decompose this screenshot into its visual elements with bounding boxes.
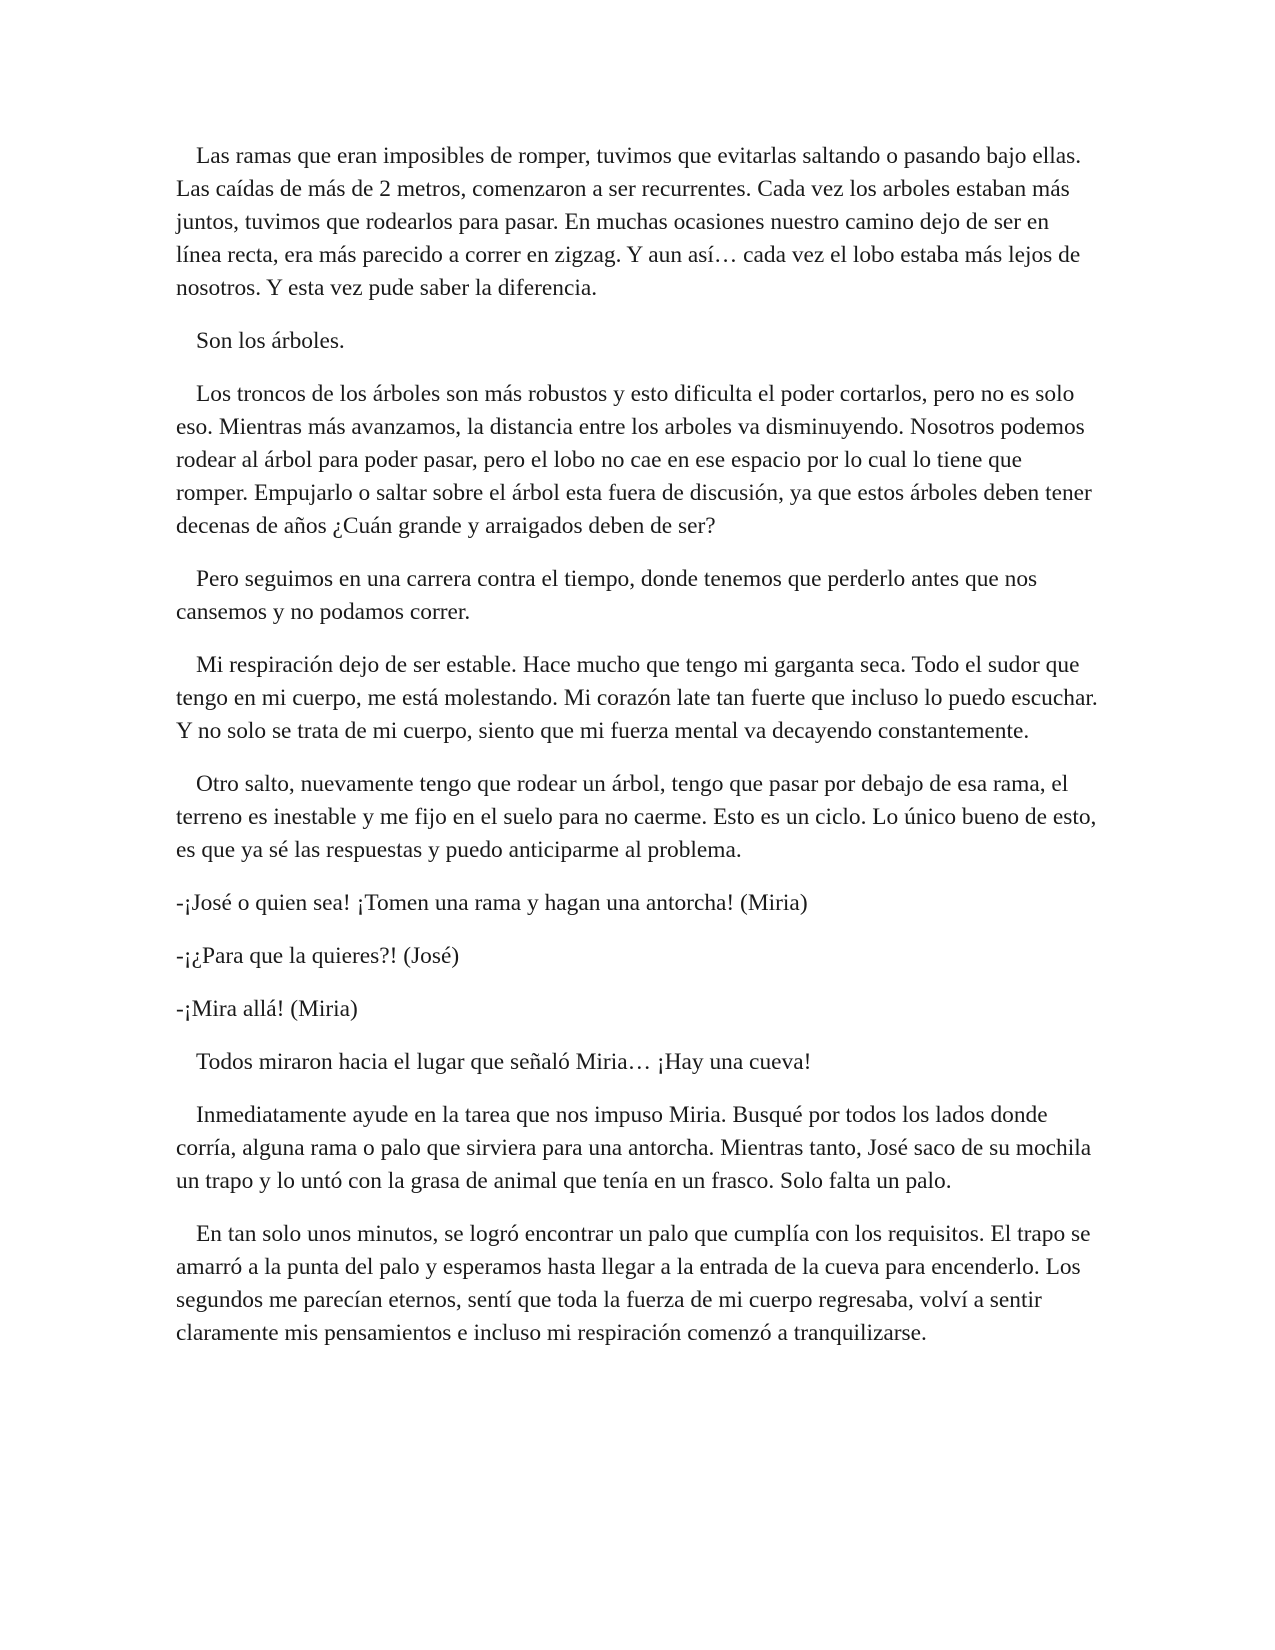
paragraph-2: Son los árboles. (196, 328, 345, 354)
paragraph-1: Las ramas que eran imposibles de romper, tuvimos que evitarlas saltando o pasando bajo ellas. Las caídas de más de 2 metros, comenzaron a ser recurrentes. Cada vez los arboles estaban más juntos, tuvimos que rodearlos para pasar. En muchas ocasiones nuestro camino dejo de ser en línea recta, era más parecido a correr en zigzag. Y aun así… cada vez el lobo estaba más lejos de nosotros. Y esta vez pude saber la diferencia. (176, 143, 1082, 301)
paragraph-4: Pero seguimos en una carrera contra el tiempo, donde tenemos que perderlo antes que nos cansemos y no podamos correr. (176, 566, 1038, 625)
dialogue-line-jose: -¡¿Para que la quieres?! (José) (176, 943, 460, 969)
dialogue-line-miria-1: -¡José o quien sea! ¡Tomen una rama y hagan una antorcha! (Miria) (176, 890, 808, 916)
dialogue-line-miria-2: -¡Mira allá! (Miria) (176, 996, 358, 1022)
paragraph-7: Todos miraron hacia el lugar que señaló Miria… ¡Hay una cueva! (196, 1049, 812, 1075)
paragraph-8: Inmediatamente ayude en la tarea que nos impuso Miria. Busqué por todos los lados donde corría, alguna rama o palo que sirviera para una antorcha. Mientras tanto, José saco de su mochila un trapo y lo untó con la grasa de animal que tenía en un frasco. Solo falta un palo. (176, 1102, 1092, 1194)
paragraph-9: En tan solo unos minutos, se logró encontrar un palo que cumplía con los requisitos. El trapo se amarró a la punta del palo y esperamos hasta llegar a la entrada de la cueva para encenderlo. Los segundos me parecían eternos, sentí que toda la fuerza de mi cuerpo regresaba, volví a sentir claramente mis pensamientos e incluso mi respiración comenzó a tranquilizarse. (176, 1221, 1091, 1346)
paragraph-3: Los troncos de los árboles son más robustos y esto dificulta el poder cortarlos, pero no es solo eso. Mientras más avanzamos, la distancia entre los arboles va disminuyendo. Nosotros podemos rodear al árbol para poder pasar, pero el lobo no cae en ese espacio por lo cual lo tiene que romper. Empujarlo o saltar sobre el árbol esta fuera de discusión, ya que estos árboles deben tener decenas de años ¿Cuán grande y arraigados deben de ser? (176, 381, 1092, 539)
paragraph-5: Mi respiración dejo de ser estable. Hace mucho que tengo mi garganta seca. Todo el sudor que tengo en mi cuerpo, me está molestando. Mi corazón late tan fuerte que incluso lo puedo escuchar. Y no solo se trata de mi cuerpo, siento que mi fuerza mental va decayendo constantemente. (176, 652, 1098, 744)
paragraph-6: Otro salto, nuevamente tengo que rodear un árbol, tengo que pasar por debajo de esa rama, el terreno es inestable y me fijo en el suelo para no caerme. Esto es un ciclo. Lo único bueno de esto, es que ya sé las respuestas y puedo anticiparme al problema. (176, 771, 1097, 863)
document-page (176, 140, 1098, 1370)
